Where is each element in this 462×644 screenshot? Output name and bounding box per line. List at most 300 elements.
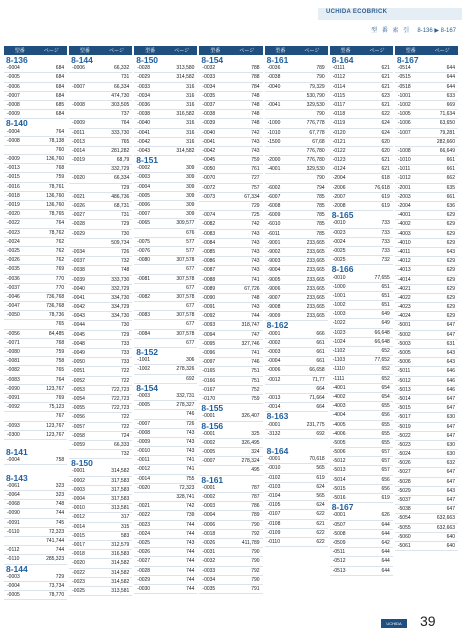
index-row (199, 576, 262, 585)
index-row (395, 285, 458, 294)
page-ref: 792 (251, 567, 260, 574)
index-row (395, 450, 458, 459)
model-suffix (199, 466, 233, 474)
page-ref: 729 (55, 573, 65, 580)
index-row (330, 466, 393, 475)
index-row (199, 276, 262, 285)
model-suffix: -4021 (397, 285, 411, 292)
model-suffix (134, 375, 168, 383)
index-row (330, 283, 393, 292)
index-row (134, 548, 197, 557)
index-row (395, 165, 458, 174)
model-suffix: -1010 (397, 157, 411, 164)
index-row (395, 321, 458, 330)
model-suffix: -0050 (202, 166, 216, 173)
index-row (265, 92, 328, 101)
index-row (199, 439, 262, 448)
model-suffix: -0108 (267, 520, 281, 527)
index-row (199, 248, 262, 257)
index-row (330, 365, 393, 374)
page-ref: 640 (446, 542, 455, 549)
model-suffix: -1007 (397, 129, 411, 136)
model-suffix (69, 239, 103, 247)
index-row (4, 183, 67, 192)
index-row (69, 119, 132, 128)
model-suffix: -0034 (137, 92, 151, 99)
model-suffix: -0020 (72, 560, 85, 567)
model-suffix: -0010 (137, 448, 151, 455)
model-suffix (134, 265, 168, 273)
page-ref: 643 (446, 350, 455, 356)
index-row (4, 64, 67, 73)
model-suffix: -0068 (7, 501, 20, 508)
index-row (4, 422, 67, 431)
group-heading (395, 56, 458, 64)
model-suffix: -0082 (137, 293, 151, 300)
index-row (395, 64, 458, 73)
page-ref: 233,665 (306, 248, 325, 255)
model-suffix: -0027 (72, 212, 85, 219)
index-row (4, 238, 67, 247)
index-row (134, 229, 197, 238)
page-ref: 71,77 (312, 376, 325, 383)
index-row (199, 285, 262, 294)
model-suffix: -0001 (202, 430, 216, 437)
model-suffix: -5012 (397, 377, 411, 384)
model-suffix: -0065 (137, 220, 151, 227)
model-suffix: -0003 (137, 174, 151, 181)
page-ref: 313,580 (176, 65, 195, 72)
model-suffix (134, 229, 168, 237)
index-row (134, 465, 197, 474)
page-ref: 759 (55, 349, 65, 355)
page-ref: 731 (120, 74, 130, 81)
model-suffix: -0006 (72, 65, 85, 72)
model-suffix: -5061 (397, 542, 411, 549)
index-row (199, 377, 262, 386)
model-suffix: -1102 (332, 348, 346, 354)
group-heading (69, 459, 132, 467)
page-ref: 744 (186, 558, 195, 565)
model-suffix (4, 320, 38, 328)
model-suffix: -0081 (7, 358, 20, 365)
index-row (395, 468, 458, 477)
page-ref: 79,329 (309, 83, 325, 90)
index-row (4, 376, 67, 385)
model-suffix: -0030 (137, 585, 151, 592)
model-suffix: -5006 (332, 449, 346, 456)
column-header (199, 46, 262, 55)
page-ref: 333,730 (111, 129, 130, 136)
page-ref: 647 (446, 405, 455, 412)
model-suffix: -5008 (332, 530, 346, 537)
model-suffix: -0056 (7, 330, 20, 337)
page-ref: 789 (316, 65, 325, 72)
index-row (199, 83, 262, 92)
index-row (4, 385, 67, 394)
model-suffix: -0032 (202, 558, 216, 565)
index-range: 8-136 ▶ 8-167 (417, 28, 456, 34)
index-row (134, 585, 197, 594)
index-row (134, 420, 197, 429)
index-row (69, 477, 132, 486)
model-suffix: -0112 (332, 74, 346, 81)
model-suffix (134, 493, 168, 501)
index-row (134, 119, 197, 128)
page-ref: 748 (251, 120, 260, 127)
page-ref: 662 (446, 175, 455, 182)
group-heading (265, 447, 328, 455)
model-suffix: -5027 (397, 469, 411, 476)
page-ref: 722 (120, 368, 130, 375)
group-heading (199, 476, 262, 484)
index-row (69, 129, 132, 138)
column-header (330, 46, 393, 55)
index-row (134, 557, 197, 566)
index-row (134, 302, 197, 311)
index-row (199, 239, 262, 248)
index-row (265, 110, 328, 119)
index-row (69, 276, 132, 285)
model-suffix: -0007 (137, 420, 151, 427)
group-code: 8-150 (71, 458, 93, 469)
index-row (265, 174, 328, 183)
model-suffix: -0050 (7, 312, 20, 319)
index-row (4, 146, 67, 155)
page-ref: 329,530 (306, 101, 325, 108)
page-header-label: ページ (239, 48, 255, 54)
page-ref: 411,789 (241, 539, 260, 546)
index-row (69, 73, 132, 82)
page-ref: 622 (316, 529, 325, 536)
index-row (134, 284, 197, 293)
page-ref: 743 (186, 448, 195, 455)
page-ref: 624 (316, 483, 325, 490)
index-row (265, 193, 328, 202)
group-heading (69, 56, 132, 64)
model-suffix: -0037 (202, 101, 216, 108)
model-suffix (265, 110, 299, 118)
model-suffix: -0509 (332, 539, 346, 546)
index-row (395, 377, 458, 386)
page-ref: 676 (186, 229, 195, 236)
page-ref: 123,767 (46, 431, 65, 438)
index-row (4, 219, 67, 228)
page-ref: 654 (381, 384, 390, 391)
index-row (69, 248, 132, 257)
index-row (134, 484, 197, 493)
index-row (265, 510, 328, 519)
page-ref: 316,582 (176, 111, 195, 118)
page-ref: 644 (381, 530, 390, 537)
index-row (395, 478, 458, 487)
model-suffix: -0043 (137, 147, 151, 154)
model-suffix: -0074 (202, 212, 216, 219)
model-suffix: -0034 (202, 83, 216, 90)
page-ref: 136,760 (46, 192, 65, 199)
page-ref: 655 (381, 439, 390, 446)
model-suffix: -0042 (72, 304, 85, 311)
index-row (265, 455, 328, 464)
model-suffix: -0038 (72, 267, 85, 274)
page-ref: 787 (251, 484, 260, 491)
page-ref: 84,485 (48, 330, 65, 337)
index-row (199, 585, 262, 594)
page-ref: 744 (186, 549, 195, 556)
model-suffix: -0037 (7, 284, 20, 291)
index-row (330, 530, 393, 539)
model-suffix: -9009 (267, 313, 281, 320)
index-row (134, 365, 197, 374)
model-suffix (69, 184, 103, 192)
index-row (395, 358, 458, 367)
page-ref: 619 (316, 474, 325, 481)
model-suffix: -4002 (332, 393, 346, 400)
model-suffix: -1001 (397, 92, 411, 99)
model-suffix: -0010 (332, 220, 346, 227)
index-row (69, 331, 132, 340)
page-ref: 743 (251, 248, 260, 255)
model-suffix: -0013 (72, 138, 85, 145)
page-ref: 71,664 (309, 394, 325, 401)
model-suffix: -0093 (202, 322, 216, 329)
model-suffix: -0027 (137, 558, 151, 565)
model-suffix: -4024 (397, 313, 411, 320)
page-ref: 642 (381, 539, 390, 546)
model-suffix: -0019 (72, 157, 85, 164)
index-row (199, 165, 262, 174)
column-header (265, 46, 328, 55)
group-code: 8-150 (136, 55, 159, 65)
page-ref: 764 (120, 120, 130, 127)
page-ref: 624 (381, 120, 390, 127)
model-suffix: -0009 (72, 120, 85, 127)
page-ref: 757 (251, 184, 260, 191)
page-ref: 776,780 (306, 157, 325, 164)
index-row (4, 482, 67, 491)
index-row (330, 301, 393, 310)
index-row (4, 201, 67, 210)
page-ref: 732 (120, 258, 130, 265)
model-suffix: -0104 (267, 493, 281, 499)
model-suffix: -5037 (397, 497, 411, 503)
page-ref: 323 (55, 492, 65, 498)
page-ref: 309 (186, 202, 195, 208)
model-suffix: -0124 (332, 166, 346, 173)
model-suffix: -0083 (137, 312, 151, 319)
index-row (4, 394, 67, 403)
model-suffix: -6009 (267, 212, 281, 219)
index-row (4, 137, 67, 146)
model-suffix: -0076 (137, 247, 151, 254)
index-row (4, 412, 67, 421)
page-ref: 316,583 (111, 551, 130, 558)
page-ref: 732 (381, 257, 390, 264)
model-suffix: -0119 (332, 120, 346, 127)
model-suffix: -0025 (332, 247, 346, 254)
index-row (4, 500, 67, 509)
page-ref: 739 (186, 512, 195, 519)
model-suffix: -0046 (7, 293, 20, 300)
model-suffix: -0518 (397, 83, 411, 90)
index-row (69, 110, 132, 119)
page-ref: 66,658 (309, 367, 325, 374)
model-suffix: -5023 (397, 441, 411, 448)
page-ref: 63,650 (439, 120, 455, 127)
page-ref: 233,665 (306, 258, 325, 265)
index-row (134, 164, 197, 173)
page-ref: 790 (251, 521, 260, 528)
index-row (69, 467, 132, 476)
index-row (199, 266, 262, 275)
page-ref: 726 (120, 248, 130, 255)
model-suffix: -0032 (202, 65, 216, 72)
model-suffix: -0082 (7, 367, 20, 374)
page-ref: 657 (381, 449, 390, 456)
index-row (134, 410, 197, 419)
index-row (69, 303, 132, 312)
model-suffix: -2006 (332, 184, 346, 191)
page-ref: 620 (381, 147, 390, 154)
page-ref: 577 (186, 247, 195, 254)
page-ref: 741 (251, 350, 260, 356)
index-row (69, 550, 132, 559)
index-row (330, 356, 393, 365)
group-heading (330, 56, 393, 64)
model-suffix: -4013 (397, 267, 411, 274)
model-suffix: -0040 (267, 83, 281, 90)
index-row (395, 211, 458, 220)
page-header-label: ページ (174, 48, 190, 54)
page-ref: 790 (316, 175, 325, 182)
index-row (265, 421, 328, 430)
page-ref: 743 (251, 138, 260, 145)
page-ref: 621 (381, 74, 390, 81)
model-suffix: -5014 (332, 476, 346, 483)
model-suffix: -9007 (267, 294, 281, 301)
index-row (4, 155, 67, 164)
page-ref: 66,648 (374, 338, 390, 345)
index-row (395, 294, 458, 303)
page-ref: 495 (251, 467, 260, 474)
model-suffix: -5017 (397, 414, 411, 421)
index-row (395, 147, 458, 156)
page-ref: 66,333 (113, 441, 130, 448)
index-row (265, 83, 328, 92)
page-ref: 316 (186, 129, 195, 136)
model-suffix: -0123 (332, 157, 346, 164)
page-ref: 748 (251, 294, 260, 301)
index-row (4, 320, 67, 329)
index-row (199, 174, 262, 183)
index-row (134, 101, 197, 110)
model-suffix (4, 146, 38, 154)
model-suffix: -0021 (137, 503, 151, 510)
group-code: 8-165 (331, 210, 354, 221)
model-suffix: -0103 (267, 483, 281, 490)
index-row (199, 358, 262, 367)
index-row (199, 530, 262, 539)
index-row (4, 491, 67, 500)
model-suffix: -0018 (7, 192, 20, 199)
model-suffix: -1003 (332, 311, 346, 318)
group-code: 8-143 (6, 472, 28, 483)
index-row (330, 411, 393, 420)
model-suffix: -0072 (202, 184, 216, 191)
index-row (265, 73, 328, 82)
page-ref: 785 (316, 193, 325, 200)
page-ref: 66,334 (113, 83, 130, 90)
model-suffix: -0026 (202, 539, 216, 546)
model-suffix: -1000 (332, 283, 346, 290)
page-ref: 67,726 (244, 285, 260, 292)
model-suffix: -9003 (267, 258, 281, 265)
model-suffix: -0036 (137, 101, 151, 108)
model-suffix: -0017 (72, 541, 85, 548)
model-suffix: -4010 (397, 239, 411, 246)
model-suffix: -0014 (137, 475, 151, 482)
index-row (395, 303, 458, 312)
page-ref: 790 (316, 111, 325, 118)
model-suffix: -4012 (397, 258, 411, 265)
page-header-label: ページ (369, 48, 385, 54)
page-header-label: ページ (43, 48, 59, 54)
model-header: 型番 (275, 48, 286, 54)
model-suffix: -0050 (72, 359, 85, 366)
index-row (134, 92, 197, 101)
index-row (330, 319, 393, 328)
model-suffix: -9001 (267, 239, 281, 246)
page-header-label: ページ (109, 48, 124, 54)
page-ref: 621 (381, 83, 390, 90)
index-row (4, 509, 67, 518)
model-suffix: -0008 (137, 429, 151, 436)
page-ref: 630 (446, 441, 455, 448)
index-row (69, 386, 132, 395)
model-suffix: -9004 (267, 267, 281, 274)
model-suffix: -0001 (202, 484, 216, 491)
index-row (199, 349, 262, 358)
group-heading (330, 265, 393, 273)
page-ref: 123,767 (46, 385, 65, 392)
model-suffix: -5006 (397, 359, 411, 366)
page-ref: 748 (251, 92, 260, 99)
page-ref: 745 (55, 519, 65, 526)
page-ref: 655 (381, 430, 390, 437)
index-row (69, 513, 132, 522)
page-ref: 647 (446, 423, 455, 430)
model-suffix: -0167 (202, 386, 216, 393)
model-suffix: -0058 (72, 432, 85, 439)
model-suffix: -0112 (7, 547, 20, 554)
page-ref: 136,760 (46, 156, 65, 163)
model-suffix: -0035 (7, 266, 20, 273)
model-suffix: -0109 (267, 529, 281, 536)
model-suffix: -5024 (397, 451, 411, 458)
page-ref: 233,665 (306, 313, 325, 320)
page-ref: 307,578 (176, 293, 195, 300)
model-suffix: -0022 (72, 569, 85, 576)
page-ref: 769 (55, 394, 65, 401)
index-row (134, 183, 197, 192)
index-row (265, 357, 328, 366)
index-row (199, 539, 262, 548)
index-row (134, 401, 197, 410)
page-ref: 647 (446, 322, 455, 329)
page-ref: 744 (186, 576, 195, 583)
model-suffix: -9006 (267, 285, 281, 292)
page-ref: 646 (446, 377, 455, 384)
